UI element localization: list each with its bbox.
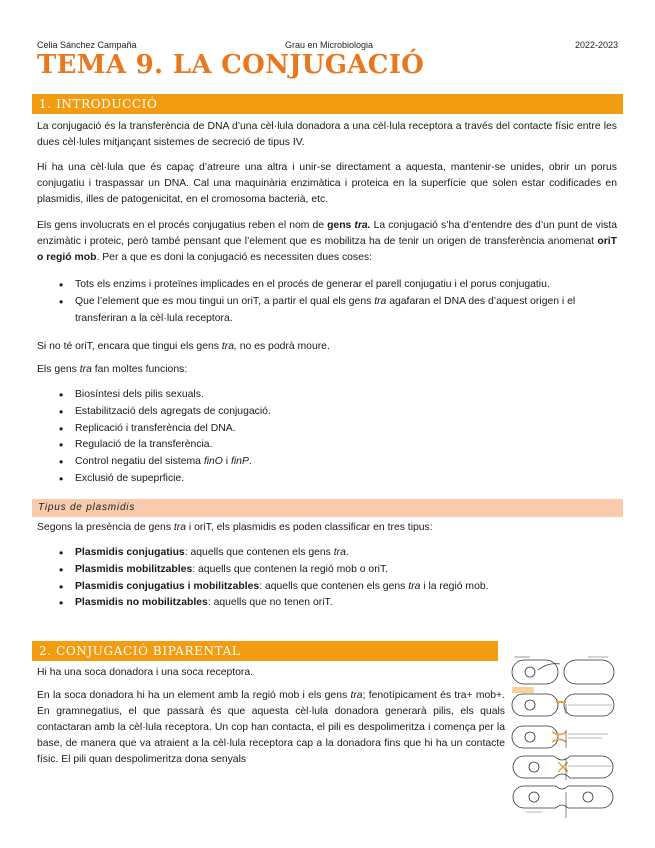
list-item: • Que l’element que es mou tingui un oriT, a partir el qual els gens tra agafaran el DNA des d’aquest origen i el transferiran a la cèl·lula receptora. — [37, 294, 617, 328]
section-heading-conjugacio-biparental: 2. CONJUGACIÓ BIPARENTAL — [32, 641, 498, 661]
list-item: • Plasmidis conjugatius i mobilitzables: aquells que contenen els gens tra i la regió mob. — [37, 579, 617, 596]
list-item: • Control negatiu del sistema finO i finP. — [37, 454, 617, 471]
list-item: • Biosíntesi dels pilis sexuals. — [37, 387, 617, 404]
intro-paragraph-4: Si no té oriT, encara que tingui els gens tra, no es podrà moure. — [37, 341, 330, 352]
biparental-paragraph-2: En la soca donadora hi ha un element amb la regió mob i els gens tra; fenotípicament és tra+ mob+. En gramnegatius, el que passarà és que aquesta cèl·lula donadora generarà pilis, els quals contactaran amb la cèl·lula receptora. Un cop han contacta, el pili es despolimeritza i comença per la base, de manera que va atraient a la cèl·lula receptora cap a la donadora fins que hi ha un contacte físic. El pili quan despolimeritza dona senyals — [37, 690, 505, 765]
intro-paragraph-1: La conjugació és la transferència de DNA d’una cèl·lula donadora a una cèl·lula receptora a través del contacte físic entre les dues cèl·lules mitjançant sistemes de secreció de tipus IV. — [37, 121, 617, 148]
subsection-heading-plasmid-types: Tipus de plasmidis — [32, 499, 623, 517]
plasmids-intro: Segons la presència de gens tra i oriT, els plasmidis es poden classificar en tres tipus: — [37, 522, 433, 533]
plasmid-types-list — [37, 545, 617, 612]
list-item: • Plasmidis conjugatius: aquells que contenen els gens tra. — [37, 545, 617, 562]
list-item: • Tots els enzims i proteïnes implicades en el procés de generar el parell conjugatiu i el porus conjugatiu. — [37, 277, 617, 294]
list-item: • Plasmidis no mobilitzables: aquells que no tenen oriT. — [37, 595, 617, 612]
tra-functions-list — [37, 387, 617, 488]
page-title: TEMA 9. LA CONJUGACIÓ — [37, 50, 425, 80]
list-item: • Estabilització dels agregats de conjugació. — [37, 404, 617, 421]
intro-paragraph-2: Hi ha una cèl·lula que és capaç d’atreure una altra i unir-se directament a aquesta, mantenir-se unides, obrir un porus conjugatiu i traspassar un DNA. Cal una maquinària enzimàtica i proteica en la superfície que solen estar codificades en plasmidis, illes de patogenicitat, en el cromosoma bacterià, etc. — [37, 162, 617, 205]
requirements-list — [37, 277, 617, 327]
list-item: • Exclusió de supeprficie. — [37, 471, 617, 488]
conjugation-stage-1 — [512, 660, 614, 684]
intro-paragraph-5: Els gens tra fan moltes funcions: — [37, 364, 188, 375]
conjugation-stage-5 — [513, 786, 613, 808]
conjugation-diagram — [508, 652, 618, 820]
conjugation-stage-3 — [512, 726, 566, 748]
header-subject: Grau en Microbiologia — [285, 40, 374, 50]
header-author: Celia Sánchez Campaña — [37, 40, 137, 50]
list-item: • Plasmidis mobilitzables: aquells que contenen la regió mob o oriT. — [37, 562, 617, 579]
biparental-paragraph-1: Hi ha una soca donadora i una soca receptora. — [37, 667, 254, 678]
conjugation-stage-4 — [513, 756, 613, 778]
list-item: • Regulació de la transferència. — [37, 437, 617, 454]
plasmid — [525, 667, 535, 677]
recipient-cell — [564, 660, 614, 684]
intro-paragraph-3: Els gens involucrats en el procés conjugatius reben el nom de gens tra. La conjugació s’ha d’entendre des d’un punt de vista enzimàtic i proteic, però també pensant que l’element que es mobilitza ha de tenir un origen de transferència anomenat oriT o regió mob. Per a que es doni la conjugació es necessiten dues coses: — [37, 220, 618, 263]
header-year: 2022-2023 — [574, 40, 618, 50]
section-heading-introduccio: 1. INTRODUCCIÓ — [32, 94, 623, 114]
list-item: • Replicació i transferència del DNA. — [37, 421, 617, 438]
